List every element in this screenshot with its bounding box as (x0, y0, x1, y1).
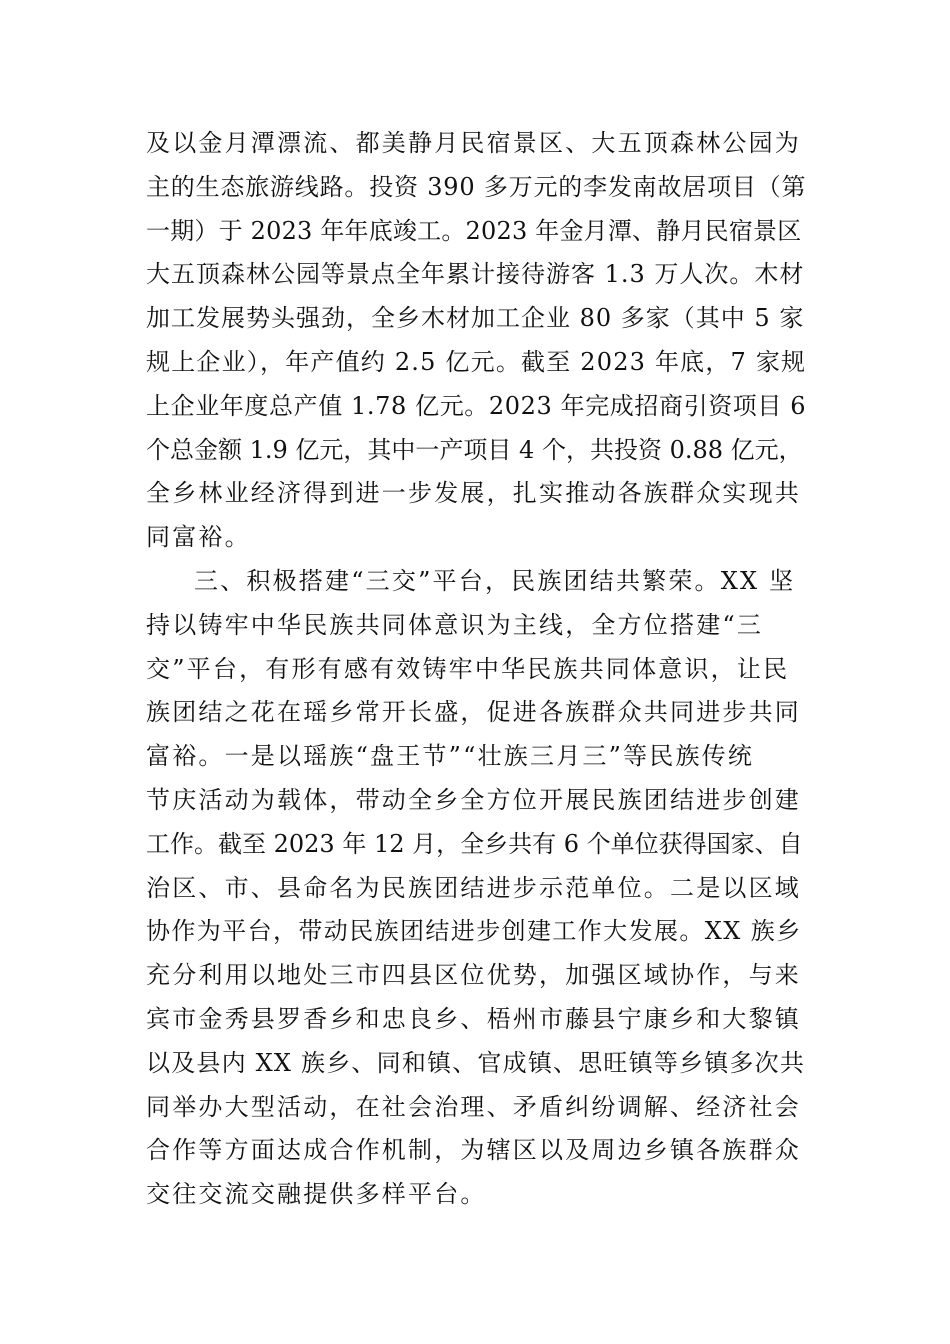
text-line: 同举办大型活动，在社会治理、矛盾纠纷调解、经济社会 (146, 1093, 801, 1121)
text-line: 工作。截至 2023 年 12 月，全乡共有 6 个单位获得国家、自 (146, 830, 803, 858)
text-line: 规上企业），年产值约 2.5 亿元。截至 2023 年底，7 家规 (146, 348, 807, 376)
text-line: 合作等方面达成合作机制，为辖区以及周边乡镇各族群众 (146, 1136, 801, 1164)
text-line: 宾市金秀县罗香乡和忠良乡、梧州市藤县宁康乡和大黎镇 (146, 1005, 801, 1033)
text-line: 加工发展势头强劲，全乡木材加工企业 80 多家（其中 5 家 (146, 304, 805, 332)
text-line: 交往交流交融提供多样平台。 (146, 1180, 487, 1208)
text-line: 交”平台，有形有感有效铸牢中华民族共同体意识，让民 (146, 655, 790, 683)
section-heading-line: 三、积极搭建“三交”平台，民族团结共繁荣。XX 坚 (194, 567, 796, 595)
text-line: 个总金额 1.9 亿元，其中一产项目 4 个，共投资 0.88 亿元， (146, 436, 803, 464)
text-line: 全乡林业经济得到进一步发展，扎实推动各族群众实现共 (146, 479, 801, 507)
text-line: 节庆活动为载体，带动全乡全方位开展民族团结进步创建 (146, 786, 801, 814)
text-line: 上企业年度总产值 1.78 亿元。2023 年完成招商引资项目 6 (146, 392, 807, 420)
text-line: 持以铸牢中华民族共同体意识为主线，全方位搭建“三 (146, 611, 764, 639)
text-line: 同富裕。 (146, 523, 251, 551)
text-line: 充分利用以地处三市四县区位优势，加强区域协作，与来 (146, 961, 801, 989)
text-line: 以及县内 XX 族乡、同和镇、官成镇、思旺镇等乡镇多次共 (146, 1049, 806, 1077)
text-line: 族团结之花在瑶乡常开长盛，促进各族群众共同进步共同 (146, 698, 801, 726)
text-line: 协作为平台，带动民族团结进步创建工作大发展。XX 族乡 (146, 917, 802, 945)
text-line: 富裕。一是以瑶族“盘王节”“壮族三月三”等民族传统 (146, 742, 755, 770)
text-line: 大五顶森林公园等景点全年累计接待游客 1.3 万人次。木材 (146, 260, 805, 288)
text-line: 治区、市、县命名为民族团结进步示范单位。二是以区域 (146, 874, 801, 902)
text-line: 一期）于 2023 年年底竣工。2023 年金月潭、静月民宿景区 (146, 217, 802, 245)
text-line: 及以金月潭漂流、都美静月民宿景区、大五顶森林公园为 (146, 129, 801, 157)
text-line: 主的生态旅游线路。投资 390 多万元的李发南故居项目（第 (146, 173, 807, 201)
